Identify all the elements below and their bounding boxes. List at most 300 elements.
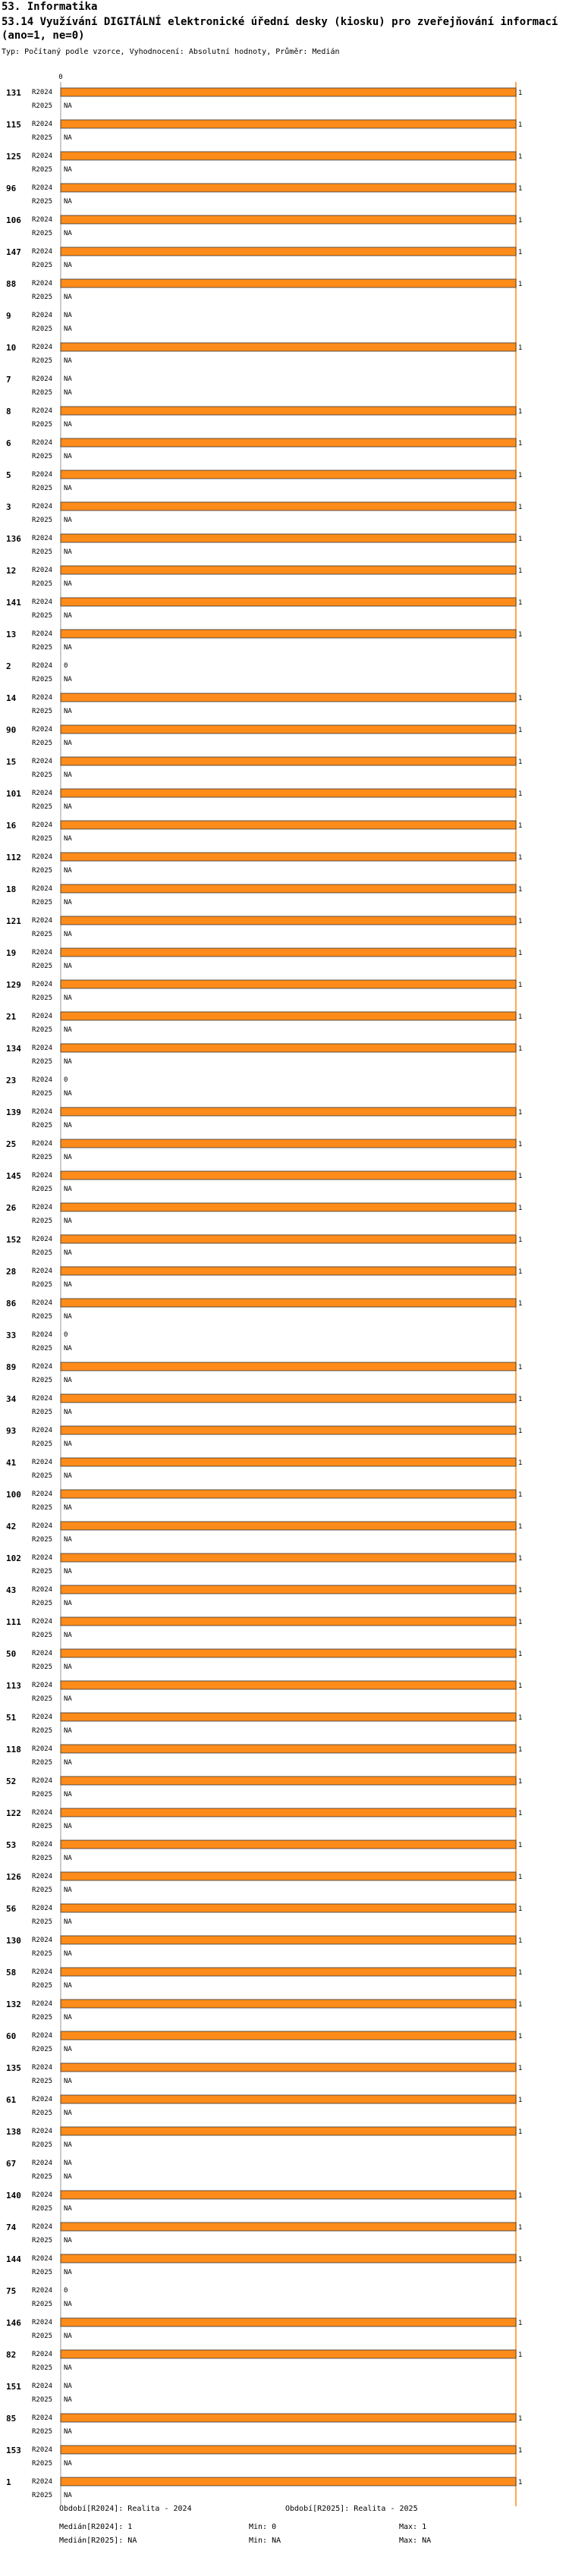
bar-value-label: 0	[64, 2287, 68, 2295]
bar-value-label: 1	[518, 344, 523, 352]
series-label: R2024	[32, 2414, 53, 2422]
series-label: R2024	[32, 152, 53, 160]
bar-value-label: 1	[518, 854, 523, 862]
series-label: R2025	[32, 2333, 53, 2340]
series-label: R2024	[32, 1268, 53, 1275]
category-label: 132	[6, 2000, 21, 2009]
category-label: 41	[6, 1458, 17, 1468]
bar-value-label: 1	[518, 1651, 523, 1658]
bar-value-label: 1	[518, 886, 523, 894]
category-label: 61	[6, 2095, 17, 2105]
bar-value-label: 1	[518, 1682, 523, 1690]
bar	[61, 279, 516, 287]
bar-value-label: NA	[64, 2301, 72, 2308]
bar	[61, 1171, 516, 1180]
series-label: R2024	[32, 694, 53, 702]
bar	[61, 184, 516, 192]
series-label: R2024	[32, 1045, 53, 1052]
bar-value-label: NA	[64, 294, 72, 301]
series-label: R2024	[32, 2223, 53, 2231]
series-label: R2025	[32, 102, 53, 110]
category-label: 126	[6, 1872, 21, 1882]
bar	[61, 1808, 516, 1817]
series-label: R2025	[32, 1377, 53, 1384]
category-label: 138	[6, 2127, 21, 2137]
series-label: R2024	[32, 471, 53, 479]
bar-value-label: 1	[518, 1109, 523, 1117]
series-label: R2025	[32, 2078, 53, 2085]
bar-value-label: 1	[518, 1173, 523, 1180]
category-label: 18	[6, 884, 17, 894]
bar-value-label: NA	[64, 2141, 72, 2149]
series-label: R2025	[32, 421, 53, 429]
series-label: R2025	[32, 1982, 53, 1990]
category-label: 82	[6, 2350, 17, 2360]
bar	[61, 630, 516, 638]
bar-value-label: NA	[64, 1472, 72, 1480]
series-label: R2024	[32, 1427, 53, 1434]
category-label: 100	[6, 1490, 21, 1500]
series-label: R2025	[32, 453, 53, 460]
bar-value-label: 1	[518, 1842, 523, 1849]
series-label: R2025	[32, 1791, 53, 1798]
bar-value-label: NA	[64, 899, 72, 906]
series-label: R2025	[32, 1345, 53, 1352]
category-label: 139	[6, 1107, 21, 1117]
category-label: 111	[6, 1617, 21, 1627]
bar-value-label: NA	[64, 644, 72, 652]
series-label: R2025	[32, 676, 53, 683]
category-label: 96	[6, 184, 17, 193]
bar-value-label: 1	[518, 695, 523, 702]
series-label: R2024	[32, 598, 53, 606]
section-title: 53. Informatika	[2, 1, 98, 13]
series-label: R2025	[32, 2460, 53, 2468]
bar-value-label: NA	[64, 375, 72, 383]
series-label: R2024	[32, 630, 53, 638]
bar-value-label: NA	[64, 994, 72, 1002]
series-label: R2024	[32, 1204, 53, 1211]
series-label: R2025	[32, 1281, 53, 1289]
series-label: R2024	[32, 2255, 53, 2263]
bar-value-label: NA	[64, 166, 72, 174]
bar-value-label: 0	[64, 1331, 68, 1339]
series-label: R2025	[32, 1409, 53, 1416]
category-label: 8	[6, 407, 11, 416]
bar-value-label: NA	[64, 1918, 72, 1926]
series-label: R2025	[32, 2301, 53, 2308]
bar-value-label: NA	[64, 1504, 72, 1512]
category-label: 152	[6, 1235, 21, 1245]
series-label: R2025	[32, 1472, 53, 1480]
series-label: R2025	[32, 835, 53, 843]
category-label: 121	[6, 916, 21, 926]
category-label: 51	[6, 1713, 17, 1723]
series-label: R2024	[32, 2446, 53, 2454]
bar-value-label: NA	[64, 1727, 72, 1735]
category-label: 52	[6, 1776, 17, 1786]
bar-value-label: NA	[64, 1281, 72, 1289]
bar-value-label: NA	[64, 676, 72, 683]
bar-value-label: 1	[518, 1491, 523, 1499]
series-label: R2024	[32, 2096, 53, 2103]
category-label: 9	[6, 311, 11, 321]
series-label: R2025	[32, 1600, 53, 1607]
bar-value-label: 1	[518, 2033, 523, 2040]
series-label: R2024	[32, 1172, 53, 1180]
bar-value-label: 1	[518, 1459, 523, 1467]
series-label: R2024	[32, 790, 53, 797]
series-label: R2025	[32, 548, 53, 556]
series-label: R2025	[32, 1090, 53, 1098]
bar	[61, 1394, 516, 1403]
bar-value-label: 1	[518, 790, 523, 798]
series-label: R2024	[32, 1777, 53, 1785]
series-label: R2024	[32, 1650, 53, 1657]
series-label: R2024	[32, 1809, 53, 1817]
category-label: 10	[6, 343, 17, 353]
bar-value-label: NA	[64, 2333, 72, 2340]
bar-value-label: 1	[518, 1587, 523, 1594]
bar	[61, 1585, 516, 1594]
bar-value-label: 1	[518, 1937, 523, 1945]
series-label: R2024	[32, 2319, 53, 2326]
legend-period-2025: Období[R2025]: Realita - 2025	[285, 2505, 418, 2513]
series-label: R2025	[32, 1217, 53, 1225]
category-label: 7	[6, 375, 11, 385]
series-label: R2025	[32, 1154, 53, 1161]
series-label: R2025	[32, 740, 53, 747]
series-label: R2024	[32, 89, 53, 96]
bar-value-label: NA	[64, 2428, 72, 2436]
bar-value-label: 1	[518, 982, 523, 989]
series-label: R2025	[32, 485, 53, 492]
bar	[61, 1936, 516, 1944]
bar	[61, 916, 516, 925]
bar-value-label: NA	[64, 1886, 72, 1894]
series-label: R2025	[32, 134, 53, 142]
series-label: R2024	[32, 1554, 53, 1562]
bar-value-label: 1	[518, 1874, 523, 1881]
bar	[61, 1872, 516, 1880]
bar-value-label: NA	[64, 2364, 72, 2372]
bar	[61, 2000, 516, 2008]
bar-value-label: 1	[518, 1364, 523, 1371]
series-label: R2024	[32, 344, 53, 351]
bar-value-label: NA	[64, 2078, 72, 2085]
series-label: R2025	[32, 198, 53, 206]
series-label: R2025	[32, 1727, 53, 1735]
bar	[61, 1776, 516, 1785]
bar-value-label: NA	[64, 1823, 72, 1830]
bar-value-label: 1	[518, 1778, 523, 1786]
bar-value-label: NA	[64, 1600, 72, 1607]
series-label: R2024	[32, 662, 53, 670]
bar-value-label: 1	[518, 2224, 523, 2232]
bar-value-label: 1	[518, 1746, 523, 1754]
category-label: 88	[6, 279, 17, 289]
category-label: 102	[6, 1553, 21, 1563]
category-label: 33	[6, 1330, 17, 1340]
bar-value-label: NA	[64, 548, 72, 556]
chart-meta: Typ: Počítaný podle vzorce, Vyhodnocení: Absolutní hodnoty, Průměr: Medián	[2, 48, 340, 56]
series-label: R2024	[32, 1236, 53, 1243]
bar	[61, 598, 516, 606]
series-label: R2024	[32, 2160, 53, 2167]
series-label: R2024	[32, 2191, 53, 2199]
bar-value-label: NA	[64, 1855, 72, 1862]
category-label: 42	[6, 1522, 17, 1531]
series-label: R2025	[32, 644, 53, 652]
bar-value-label: 1	[518, 599, 523, 607]
series-label: R2024	[32, 567, 53, 574]
category-label: 34	[6, 1394, 17, 1404]
bar-value-label: 1	[518, 950, 523, 957]
series-label: R2025	[32, 2364, 53, 2372]
series-label: R2024	[32, 439, 53, 447]
series-label: R2024	[32, 535, 53, 542]
bar-value-label: NA	[64, 389, 72, 397]
bar	[61, 1458, 516, 1466]
category-label: 112	[6, 853, 21, 862]
series-label: R2024	[32, 1363, 53, 1371]
series-label: R2025	[32, 963, 53, 970]
series-label: R2025	[32, 1695, 53, 1703]
series-label: R2025	[32, 166, 53, 174]
series-label: R2025	[32, 1313, 53, 1321]
category-label: 28	[6, 1267, 17, 1277]
bar-value-label: NA	[64, 963, 72, 970]
bar-value-label: 1	[518, 1013, 523, 1021]
bar	[61, 980, 516, 988]
bar	[61, 1267, 516, 1275]
bar-value-label: NA	[64, 1982, 72, 1990]
series-label: R2024	[32, 726, 53, 734]
stat-max-2024: Max: 1	[399, 2523, 427, 2531]
bar	[61, 757, 516, 765]
bar	[61, 2127, 516, 2135]
bar-value-label: 1	[518, 504, 523, 511]
category-label: 75	[6, 2286, 17, 2296]
bar-value-label: 1	[518, 1428, 523, 1435]
bar	[61, 948, 516, 957]
bar-value-label: NA	[64, 803, 72, 811]
category-label: 5	[6, 470, 11, 480]
series-label: R2025	[32, 357, 53, 365]
bar-value-label: 0	[64, 662, 68, 670]
category-label: 21	[6, 1012, 17, 1022]
category-label: 144	[6, 2254, 21, 2264]
series-label: R2025	[32, 994, 53, 1002]
bar-value-label: NA	[64, 2460, 72, 2468]
bar	[61, 1649, 516, 1657]
bar-value-label: NA	[64, 2396, 72, 2404]
series-label: R2025	[32, 2173, 53, 2181]
bar-value-label: NA	[64, 931, 72, 938]
bar-value-label: NA	[64, 102, 72, 110]
series-label: R2024	[32, 2128, 53, 2135]
series-label: R2024	[32, 503, 53, 510]
bar-value-label: NA	[64, 1950, 72, 1958]
bar-value-label: NA	[64, 708, 72, 715]
series-label: R2025	[32, 1504, 53, 1512]
category-label: 74	[6, 2223, 17, 2232]
bar-value-label: 1	[518, 2415, 523, 2423]
bar-value-label: 1	[518, 90, 523, 97]
category-label: 122	[6, 1808, 21, 1818]
series-label: R2025	[32, 2205, 53, 2213]
bar-value-label: 1	[518, 217, 523, 225]
bar	[61, 1745, 516, 1753]
series-label: R2025	[32, 230, 53, 237]
bar	[61, 2318, 516, 2326]
series-label: R2024	[32, 2000, 53, 2008]
category-label: 134	[6, 1044, 21, 1054]
series-label: R2024	[32, 407, 53, 415]
bar-value-label: NA	[64, 2237, 72, 2245]
bar-value-label: NA	[64, 2269, 72, 2276]
bar-value-label: 1	[518, 1300, 523, 1308]
bar	[61, 470, 516, 479]
bar-value-label: 1	[518, 1045, 523, 1053]
series-label: R2025	[32, 1249, 53, 1257]
category-label: 140	[6, 2191, 21, 2201]
series-label: R2024	[32, 312, 53, 319]
series-label: R2024	[32, 1108, 53, 1116]
series-label: R2025	[32, 1568, 53, 1575]
category-label: 93	[6, 1426, 17, 1436]
bar-value-label: 1	[518, 1268, 523, 1276]
bar	[61, 2254, 516, 2263]
bar-value-label: NA	[64, 134, 72, 142]
bar-value-label: 1	[518, 1396, 523, 1403]
category-label: 113	[6, 1681, 21, 1691]
series-label: R2024	[32, 2287, 53, 2295]
bar-value-label: NA	[64, 325, 72, 333]
bar-value-label: NA	[64, 867, 72, 875]
bar	[61, 152, 516, 160]
series-label: R2024	[32, 1937, 53, 1944]
series-label: R2025	[32, 931, 53, 938]
series-label: R2024	[32, 2064, 53, 2072]
bar-value-label: NA	[64, 312, 72, 319]
bar-value-label: NA	[64, 1122, 72, 1129]
category-label: 50	[6, 1649, 17, 1659]
bar	[61, 1681, 516, 1689]
category-label: 135	[6, 2063, 21, 2073]
series-label: R2024	[32, 821, 53, 829]
bar-value-label: 1	[518, 2065, 523, 2072]
category-label: 14	[6, 693, 17, 703]
series-label: R2025	[32, 1632, 53, 1639]
bar-value-label: 1	[518, 2128, 523, 2136]
series-label: R2024	[32, 1682, 53, 1689]
bar	[61, 853, 516, 861]
bar-value-label: NA	[64, 357, 72, 365]
bar-value-label: 1	[518, 631, 523, 639]
category-label: 118	[6, 1745, 21, 1755]
bar-value-label: NA	[64, 835, 72, 843]
category-label: 129	[6, 980, 21, 990]
category-label: 141	[6, 598, 21, 608]
bar-value-label: 1	[518, 536, 523, 543]
category-label: 3	[6, 502, 11, 512]
series-label: R2024	[32, 917, 53, 925]
series-label: R2024	[32, 1714, 53, 1721]
bar-value-label: 1	[518, 567, 523, 575]
stat-max-2025: Max: NA	[399, 2537, 432, 2545]
category-label: 136	[6, 534, 21, 544]
series-label: R2025	[32, 1759, 53, 1767]
bar	[61, 215, 516, 224]
series-label: R2025	[32, 2269, 53, 2276]
series-label: R2024	[32, 280, 53, 287]
bar	[61, 1840, 516, 1849]
series-label: R2025	[32, 2396, 53, 2404]
bar-value-label: NA	[64, 517, 72, 524]
bar-value-label: 1	[518, 1141, 523, 1148]
series-label: R2024	[32, 1140, 53, 1148]
bar-value-label: 1	[518, 1619, 523, 1626]
category-label: 53	[6, 1840, 17, 1850]
bar-value-label: 1	[518, 2001, 523, 2009]
bar	[61, 2414, 516, 2422]
series-label: R2024	[32, 248, 53, 256]
question-title: 53.14 Využívání DIGITÁLNÍ elektronické úřední desky (kiosku) pro zveřejňování informací (ano=1, ne=0)	[2, 16, 558, 42]
category-label: 15	[6, 757, 17, 767]
category-label: 67	[6, 2159, 17, 2169]
bar-value-label: NA	[64, 740, 72, 747]
bar-value-label: NA	[64, 262, 72, 269]
series-label: R2024	[32, 1873, 53, 1880]
stat-min-2025: Min: NA	[249, 2537, 281, 2545]
bar-value-label: NA	[64, 453, 72, 460]
bar-value-label: NA	[64, 1663, 72, 1671]
category-label: 146	[6, 2318, 21, 2328]
series-label: R2024	[32, 1395, 53, 1403]
series-label: R2025	[32, 2046, 53, 2053]
bar-value-label: NA	[64, 1568, 72, 1575]
series-label: R2024	[32, 853, 53, 861]
bar	[61, 821, 516, 829]
category-label: 147	[6, 247, 21, 257]
bar	[61, 1044, 516, 1052]
bar-value-label: NA	[64, 1026, 72, 1034]
bar-value-label: NA	[64, 2492, 72, 2499]
bar	[61, 247, 516, 256]
bar-value-label: 1	[518, 121, 523, 129]
category-label: 43	[6, 1585, 17, 1595]
series-label: R2025	[32, 1058, 53, 1066]
category-label: 25	[6, 1139, 17, 1149]
bar-value-label: 1	[518, 440, 523, 448]
category-label: 26	[6, 1203, 17, 1213]
category-label: 101	[6, 789, 21, 799]
series-label: R2025	[32, 867, 53, 875]
bar-value-label: NA	[64, 1058, 72, 1066]
bar-value-label: 1	[518, 727, 523, 734]
bar-value-label: NA	[64, 1345, 72, 1352]
bar-value-label: NA	[64, 2046, 72, 2053]
bar	[61, 2446, 516, 2454]
series-label: R2025	[32, 1536, 53, 1544]
category-label: 60	[6, 2031, 17, 2041]
bar-value-label: 0	[64, 1076, 68, 1084]
series-label: R2025	[32, 2237, 53, 2245]
category-label: 125	[6, 152, 21, 162]
bar-value-label: NA	[64, 1632, 72, 1639]
bar	[61, 1107, 516, 1116]
